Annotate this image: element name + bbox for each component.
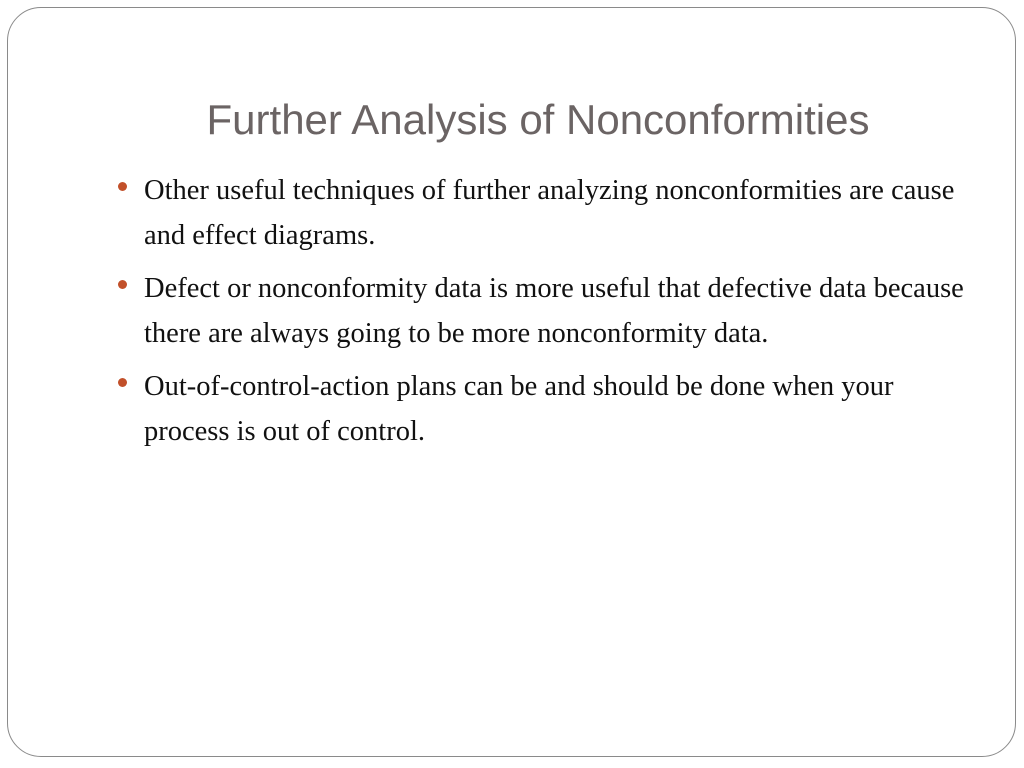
bullet-dot-icon [118, 280, 127, 289]
bullet-text: Defect or nonconformity data is more useful that defective data because there are always going to be more nonconformity data. [144, 273, 964, 349]
bullet-text: Other useful techniques of further analyzing nonconformities are cause and effect diagrams. [144, 175, 955, 251]
slide-title: Further Analysis of Nonconformities [206, 96, 870, 143]
bullet-text: Out-of-control-action plans can be and should be done when your process is out of control. [144, 371, 894, 447]
list-item [118, 266, 978, 356]
bullet-list [118, 168, 978, 462]
list-item [118, 364, 978, 454]
list-item [118, 168, 978, 258]
bullet-dot-icon [118, 378, 127, 387]
bullet-dot-icon [118, 182, 127, 191]
